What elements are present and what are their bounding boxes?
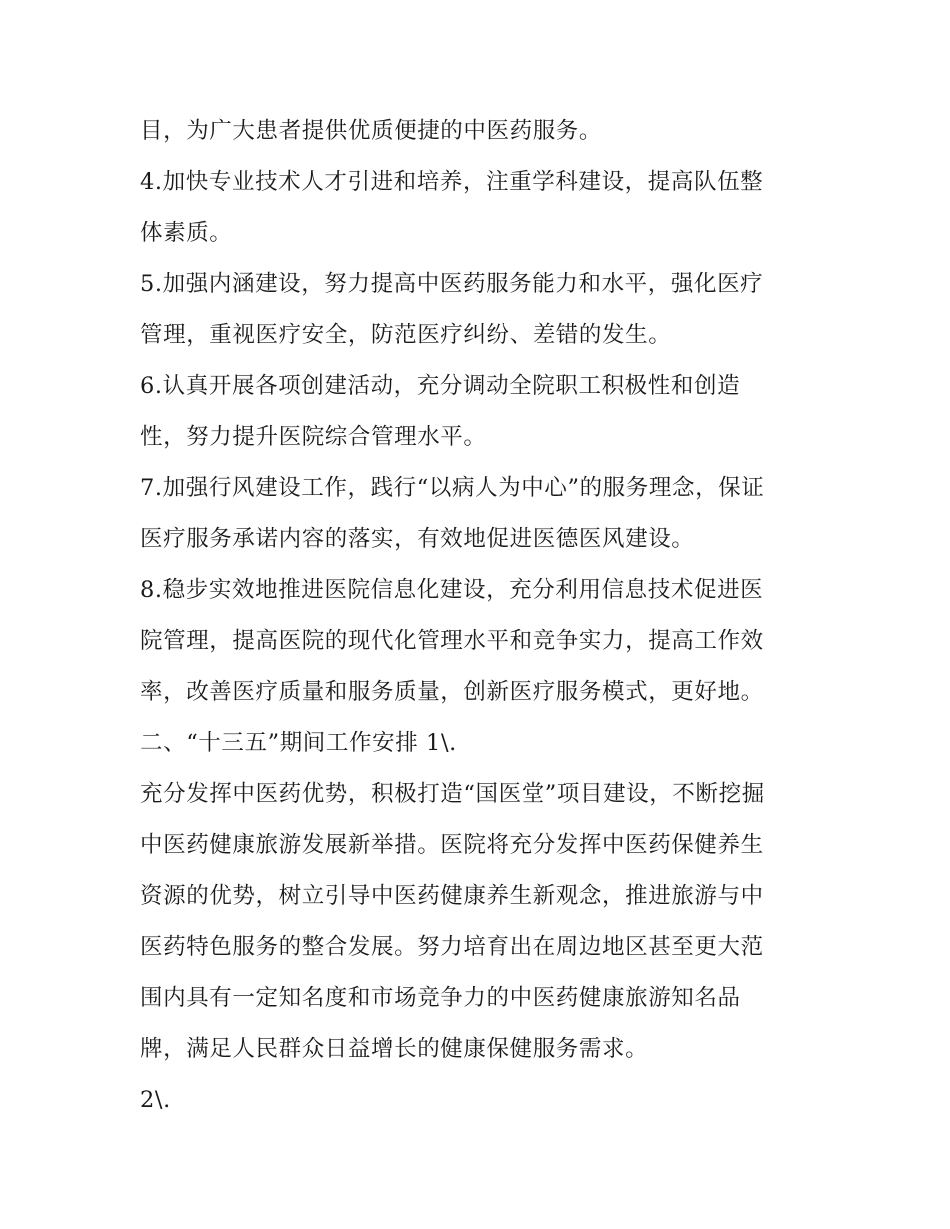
text-line: 院管理，提高医院的现代化管理水平和竞争实力，提高工作效 (140, 628, 764, 654)
text-line: 6.认真开展各项创建活动，充分调动全院职工积极性和创造 (140, 373, 741, 399)
text-line: 资源的优势，树立引导中医药健康养生新观念，推进旅游与中 (140, 883, 764, 909)
text-line: 目，为广大患者提供优质便捷的中医药服务。 (140, 118, 603, 144)
section-heading: 二、“十三五”期间工作安排 1\. (140, 730, 457, 756)
text-line: 医疗服务承诺内容的落实，有效地促进医德医风建设。 (140, 526, 695, 552)
text-line: 2\. (140, 1087, 171, 1113)
text-line: 率，改善医疗质量和服务质量，创新医疗服务模式，更好地。 (140, 679, 764, 705)
text-line: 管理，重视医疗安全，防范医疗纠纷、差错的发生。 (140, 322, 672, 348)
text-line: 性，努力提升医院综合管理水平。 (140, 424, 487, 450)
text-line: 充分发挥中医药优势，积极打造“国医堂”项目建设，不断挖掘 (140, 781, 765, 807)
text-line: 围内具有一定知名度和市场竞争力的中医药健康旅游知名品 (140, 985, 741, 1011)
text-line: 8.稳步实效地推进医院信息化建设，充分利用信息技术促进医 (140, 577, 764, 603)
text-line: 牌，满足人民群众日益增长的健康保健服务需求。 (140, 1036, 649, 1062)
text-line: 医药特色服务的整合发展。努力培育出在周边地区甚至更大范 (140, 934, 764, 960)
text-line: 中医药健康旅游发展新举措。医院将充分发挥中医药保健养生 (140, 832, 764, 858)
text-line: 4.加快专业技术人才引进和培养，注重学科建设，提高队伍整 (140, 169, 764, 195)
text-line: 体素质。 (140, 220, 233, 246)
document-body (140, 106, 830, 1126)
text-line: 5.加强内涵建设，努力提高中医药服务能力和水平，强化医疗 (140, 271, 764, 297)
text-line: 7.加强行风建设工作，践行“以病人为中心”的服务理念，保证 (140, 475, 765, 501)
